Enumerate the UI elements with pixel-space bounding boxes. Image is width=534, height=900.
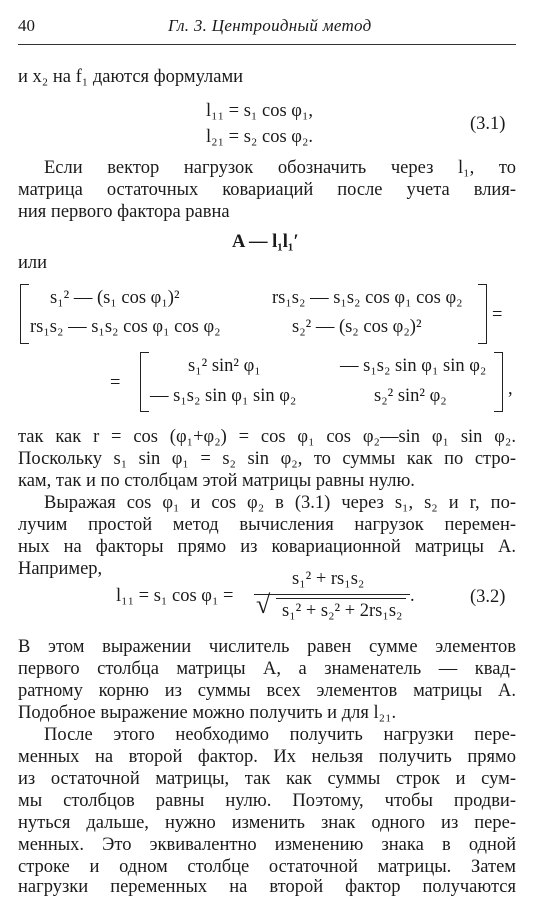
- text-line: или: [18, 253, 48, 273]
- header-rule: [18, 44, 516, 45]
- fraction-numerator: s₁² + rs₁s₂: [292, 569, 365, 589]
- matrix-cell: — s₁s₂ sin φ₁ sin φ₂: [150, 386, 297, 406]
- text-line: так как r = cos (φ₁+φ₂) = cos φ₁ cos φ₂—sin φ₁ sin φ₂.: [18, 427, 516, 447]
- period: .: [410, 586, 415, 606]
- running-header: [18, 16, 516, 40]
- matrix-cell: s₁² sin² φ₁: [188, 356, 261, 376]
- text-line: Поскольку s₁ sin φ₁ = s₂ sin φ₂, то суммы как по стро-: [18, 449, 516, 469]
- matrix-cell: s₁² — (s₁ cos φ₁)²: [50, 288, 180, 308]
- text-line: Выражая cos φ₁ и cos φ₂ в (3.1) через s₁, s₂ и r, по-: [44, 493, 516, 513]
- text-line: В этом выражении числитель равен сумме элементов: [18, 637, 516, 657]
- fraction-denominator: s₁² + s₂² + 2rs₁s₂: [282, 601, 403, 621]
- equation-3-2-lhs: l₁₁ = s₁ cos φ₁ =: [116, 586, 234, 606]
- left-bracket: [20, 284, 29, 344]
- matrix-expression: A — l₁l₁′: [232, 232, 299, 252]
- page-number: 40: [18, 16, 35, 35]
- equation-3-1-line-2: l₂₁ = s₂ cos φ₂.: [206, 127, 314, 147]
- equation-3-1-line-1: l₁₁ = s₁ cos φ₁,: [206, 101, 314, 121]
- equation-number: (3.1): [470, 114, 506, 134]
- text-line: нуться дальше, нужно изменить знак одного из пере-: [18, 813, 516, 833]
- equals-sign: =: [110, 373, 121, 393]
- text-line: нагрузки переменных на второй фактор получаются: [18, 877, 516, 897]
- text-line: из остаточной матрицы, так как суммы строк и сум-: [18, 769, 516, 789]
- right-bracket: [478, 284, 487, 344]
- text-line: ния первого фактора равна: [18, 202, 230, 222]
- text-line: кам, так и по столбцам этой матрицы равны нулю.: [18, 471, 415, 491]
- text-line: Например,: [18, 559, 103, 579]
- sqrt-sign: √: [256, 590, 271, 619]
- comma: ,: [508, 379, 513, 399]
- fraction-bar: [254, 594, 410, 595]
- sqrt-overline: [276, 598, 406, 599]
- text-line: менных. Это эквивалентно изменению знака в одной: [18, 835, 516, 855]
- text-line: лучим простой метод вычисления нагрузок перемен-: [18, 515, 516, 535]
- text-line: ных на факторы прямо из ковариационной матрицы A.: [18, 537, 516, 557]
- text-line: строке и одном столбце остаточной матрицы. Затем: [18, 857, 516, 877]
- matrix-cell: rs₁s₂ — s₁s₂ cos φ₁ cos φ₂: [272, 288, 463, 308]
- matrix-cell: s₂² — (s₂ cos φ₂)²: [292, 317, 422, 337]
- matrix-cell: — s₁s₂ sin φ₁ sin φ₂: [340, 356, 487, 376]
- text-line: После этого необходимо получить нагрузки пере-: [44, 725, 516, 745]
- text-line: ратному корню из суммы всех элементов матрицы A.: [18, 681, 516, 701]
- text-line: и x₂ на f₁ даются формулами: [18, 67, 244, 87]
- right-bracket: [494, 352, 503, 412]
- left-bracket: [140, 352, 149, 412]
- text-line: менных на второй фактор. Их нельзя получить прямо: [18, 747, 516, 767]
- text-line: первого столбца матрицы A, а знаменатель — квад-: [18, 659, 516, 679]
- matrix-cell: s₂² sin² φ₂: [374, 386, 447, 406]
- equation-number: (3.2): [470, 587, 506, 607]
- text-line: Подобное выражение можно получить и для l₂₁.: [18, 703, 397, 723]
- equals-sign: =: [492, 305, 503, 325]
- matrix-cell: rs₁s₂ — s₁s₂ cos φ₁ cos φ₂: [30, 317, 221, 337]
- text-line: Если вектор нагрузок обозначить через l₁, то: [44, 158, 516, 178]
- text-line: мы столбцов равны нулю. Поэтому, чтобы продви-: [18, 791, 516, 811]
- chapter-title: Гл. 3. Центроидный метод: [168, 16, 372, 35]
- text-line: матрица остаточных ковариаций после учета влия-: [18, 180, 516, 200]
